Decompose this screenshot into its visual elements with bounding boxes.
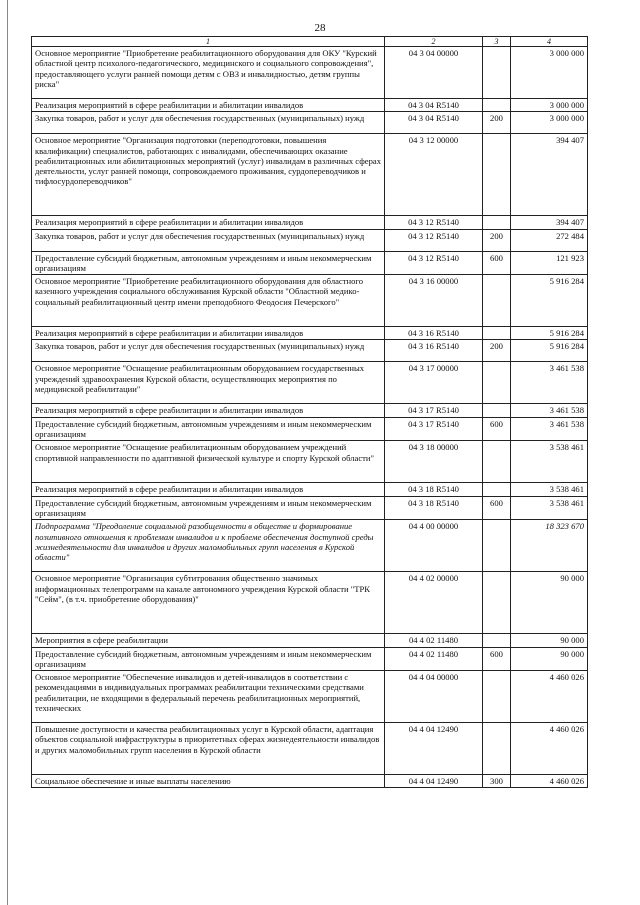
- row-code: 04 3 18 R5140: [385, 483, 483, 496]
- page-number: 28: [314, 22, 326, 34]
- row-code: 04 4 02 11480: [385, 647, 483, 671]
- table-row: [32, 775, 588, 788]
- row-expense-type: [483, 520, 511, 572]
- row-expense-type: 600: [483, 647, 511, 671]
- row-name: Основное мероприятие "Обеспечение инвалидов и детей-инвалидов в соответствии с рекомендациями в индивидуальных программах реабилитации техническими средствами реабилитации, не входящими в федеральный перечень реабилитационных мероприятий, технических: [32, 671, 385, 723]
- row-amount: 394 407: [511, 134, 588, 216]
- table-row: [32, 340, 588, 362]
- table-row: [32, 47, 588, 99]
- table-row: [32, 216, 588, 229]
- row-code: 04 3 16 R5140: [385, 340, 483, 362]
- row-amount: 3 538 461: [511, 441, 588, 483]
- row-code: 04 3 04 R5140: [385, 99, 483, 112]
- row-name: Реализация мероприятий в сфере реабилитации и абилитации инвалидов: [32, 404, 385, 417]
- row-amount: 3 000 000: [511, 112, 588, 134]
- row-code: 04 3 17 R5140: [385, 417, 483, 441]
- row-amount: 3 000 000: [511, 47, 588, 99]
- row-expense-type: 600: [483, 417, 511, 441]
- table-row: [32, 723, 588, 775]
- row-expense-type: 300: [483, 775, 511, 788]
- row-expense-type: [483, 441, 511, 483]
- row-code: 04 3 04 R5140: [385, 112, 483, 134]
- row-name: Социальное обеспечение и иные выплаты населению: [32, 775, 385, 788]
- row-amount: 3 538 461: [511, 496, 588, 520]
- header-col-3: 3: [483, 37, 511, 47]
- row-name: Предоставление субсидий бюджетным, автономным учреждениям и иным некоммерческим организациям: [32, 251, 385, 275]
- row-code: 04 3 17 R5140: [385, 404, 483, 417]
- row-amount: 3 461 538: [511, 417, 588, 441]
- table-row: [32, 229, 588, 251]
- row-expense-type: [483, 483, 511, 496]
- row-name: Повышение доступности и качества реабилитационных услуг в Курской области, адаптация объектов социальной инфраструктуры в приоритетных сферах жизнедеятельности инвалидов и других маломобильных групп населения в Курской области: [32, 723, 385, 775]
- table-row: [32, 362, 588, 404]
- row-code: 04 3 12 R5140: [385, 251, 483, 275]
- row-code: 04 3 12 R5140: [385, 229, 483, 251]
- table-row: [32, 496, 588, 520]
- row-name: Реализация мероприятий в сфере реабилитации и абилитации инвалидов: [32, 216, 385, 229]
- row-name: Основное мероприятие "Оснащение реабилитационным оборудованием государственных учреждений здравоохранения Курской области, осуществляющих мероприятия по медицинской реабилитации": [32, 362, 385, 404]
- header-col-4: 4: [511, 37, 588, 47]
- row-name: Реализация мероприятий в сфере реабилитации и абилитации инвалидов: [32, 99, 385, 112]
- table-row: [32, 404, 588, 417]
- header-col-2: 2: [385, 37, 483, 47]
- row-code: 04 4 04 12490: [385, 775, 483, 788]
- table-row: [32, 671, 588, 723]
- row-amount: 4 460 026: [511, 723, 588, 775]
- table-row: [32, 441, 588, 483]
- row-amount: 5 916 284: [511, 327, 588, 340]
- row-expense-type: [483, 275, 511, 327]
- row-expense-type: [483, 723, 511, 775]
- row-name: Предоставление субсидий бюджетным, автономным учреждениям и иным некоммерческим организациям: [32, 647, 385, 671]
- row-expense-type: 200: [483, 229, 511, 251]
- row-amount: 18 323 670: [511, 520, 588, 572]
- row-name: Реализация мероприятий в сфере реабилитации и абилитации инвалидов: [32, 483, 385, 496]
- row-code: 04 3 17 00000: [385, 362, 483, 404]
- row-name: Основное мероприятие "Приобретение реабилитационного оборудования для областного казенного учреждения социального обслуживания Курской области "Областной медико-социальный реабилитационный центр имени преподобного Феодосия Печерского": [32, 275, 385, 327]
- table-row: [32, 251, 588, 275]
- row-expense-type: 200: [483, 340, 511, 362]
- row-expense-type: [483, 572, 511, 634]
- row-expense-type: [483, 99, 511, 112]
- row-expense-type: [483, 634, 511, 647]
- row-name: Закупка товаров, работ и услуг для обеспечения государственных (муниципальных) нужд: [32, 340, 385, 362]
- row-code: 04 3 16 R5140: [385, 327, 483, 340]
- row-amount: 4 460 026: [511, 775, 588, 788]
- row-name: Основное мероприятие "Приобретение реабилитационного оборудования для ОКУ "Курский областной центр психолого-педагогического, медицинского и социального сопровождения", предоставляющего услуги ранней помощи детям с ОВЗ и инвалидностью, детям группы риска": [32, 47, 385, 99]
- row-name: Основное мероприятие "Организация подготовки (переподготовки, повышения квалификации) специалистов, работающих с инвалидами, обеспечивающих оказание реабилитационных или абилитационных мероприятий (услуг) инвалидам в различных сферах деятельности, услуг ранней помощи, сопровождаемого проживания, сурдопереводчиков и тифлосурдопереводчиков": [32, 134, 385, 216]
- table-row: [32, 275, 588, 327]
- row-amount: 90 000: [511, 572, 588, 634]
- row-code: 04 3 18 00000: [385, 441, 483, 483]
- row-amount: 3 538 461: [511, 483, 588, 496]
- row-amount: 90 000: [511, 647, 588, 671]
- row-expense-type: 600: [483, 251, 511, 275]
- row-name: Закупка товаров, работ и услуг для обеспечения государственных (муниципальных) нужд: [32, 229, 385, 251]
- row-name: Предоставление субсидий бюджетным, автономным учреждениям и иным некоммерческим организациям: [32, 496, 385, 520]
- row-expense-type: [483, 362, 511, 404]
- row-expense-type: [483, 216, 511, 229]
- binding-edge: [7, 0, 8, 905]
- row-code: 04 3 18 R5140: [385, 496, 483, 520]
- row-name: Мероприятия в сфере реабилитации: [32, 634, 385, 647]
- table-body: [32, 47, 588, 788]
- row-amount: 272 484: [511, 229, 588, 251]
- table-row: [32, 647, 588, 671]
- row-name: Основное мероприятие "Оснащение реабилитационным оборудованием учреждений спортивной направленности по адаптивной физической культуре и спорту Курской области": [32, 441, 385, 483]
- row-amount: 3 000 000: [511, 99, 588, 112]
- row-expense-type: [483, 327, 511, 340]
- row-name: Подпрограмма "Преодоление социальной разобщенности в обществе и формирование позитивного отношения к проблемам инвалидов и к проблеме обеспечения доступной среды жизнедеятельности для инвалидов и других маломобильных групп населения в Курской области": [32, 520, 385, 572]
- row-expense-type: 200: [483, 112, 511, 134]
- row-amount: 3 461 538: [511, 404, 588, 417]
- row-code: 04 4 00 00000: [385, 520, 483, 572]
- row-amount: 5 916 284: [511, 275, 588, 327]
- row-code: 04 3 12 R5140: [385, 216, 483, 229]
- table-row: [32, 134, 588, 216]
- table-row: [32, 483, 588, 496]
- row-code: 04 3 04 00000: [385, 47, 483, 99]
- table-row: [32, 417, 588, 441]
- table-row: [32, 99, 588, 112]
- row-amount: 4 460 026: [511, 671, 588, 723]
- row-amount: 394 407: [511, 216, 588, 229]
- row-code: 04 4 04 00000: [385, 671, 483, 723]
- row-amount: 3 461 538: [511, 362, 588, 404]
- header-col-1: 1: [32, 37, 385, 47]
- budget-table: [31, 36, 588, 788]
- row-code: 04 3 16 00000: [385, 275, 483, 327]
- row-expense-type: [483, 671, 511, 723]
- row-name: Предоставление субсидий бюджетным, автономным учреждениям и иным некоммерческим организациям: [32, 417, 385, 441]
- row-name: Реализация мероприятий в сфере реабилитации и абилитации инвалидов: [32, 327, 385, 340]
- row-name: Основное мероприятие "Организация субтитрования общественно значимых информационных телепрограмм на канале автономного учреждения Курской области "ТРК "Сейм", (в т.ч. приобретение оборудования)": [32, 572, 385, 634]
- table-header-row: [32, 37, 588, 47]
- table-row: [32, 520, 588, 572]
- table-row: [32, 327, 588, 340]
- row-amount: 121 923: [511, 251, 588, 275]
- row-name: Закупка товаров, работ и услуг для обеспечения государственных (муниципальных) нужд: [32, 112, 385, 134]
- row-expense-type: [483, 404, 511, 417]
- row-expense-type: [483, 47, 511, 99]
- row-expense-type: 600: [483, 496, 511, 520]
- row-code: 04 4 04 12490: [385, 723, 483, 775]
- row-amount: 90 000: [511, 634, 588, 647]
- row-code: 04 3 12 00000: [385, 134, 483, 216]
- table-row: [32, 572, 588, 634]
- row-amount: 5 916 284: [511, 340, 588, 362]
- row-code: 04 4 02 00000: [385, 572, 483, 634]
- row-code: 04 4 02 11480: [385, 634, 483, 647]
- table-row: [32, 112, 588, 134]
- row-expense-type: [483, 134, 511, 216]
- table-row: [32, 634, 588, 647]
